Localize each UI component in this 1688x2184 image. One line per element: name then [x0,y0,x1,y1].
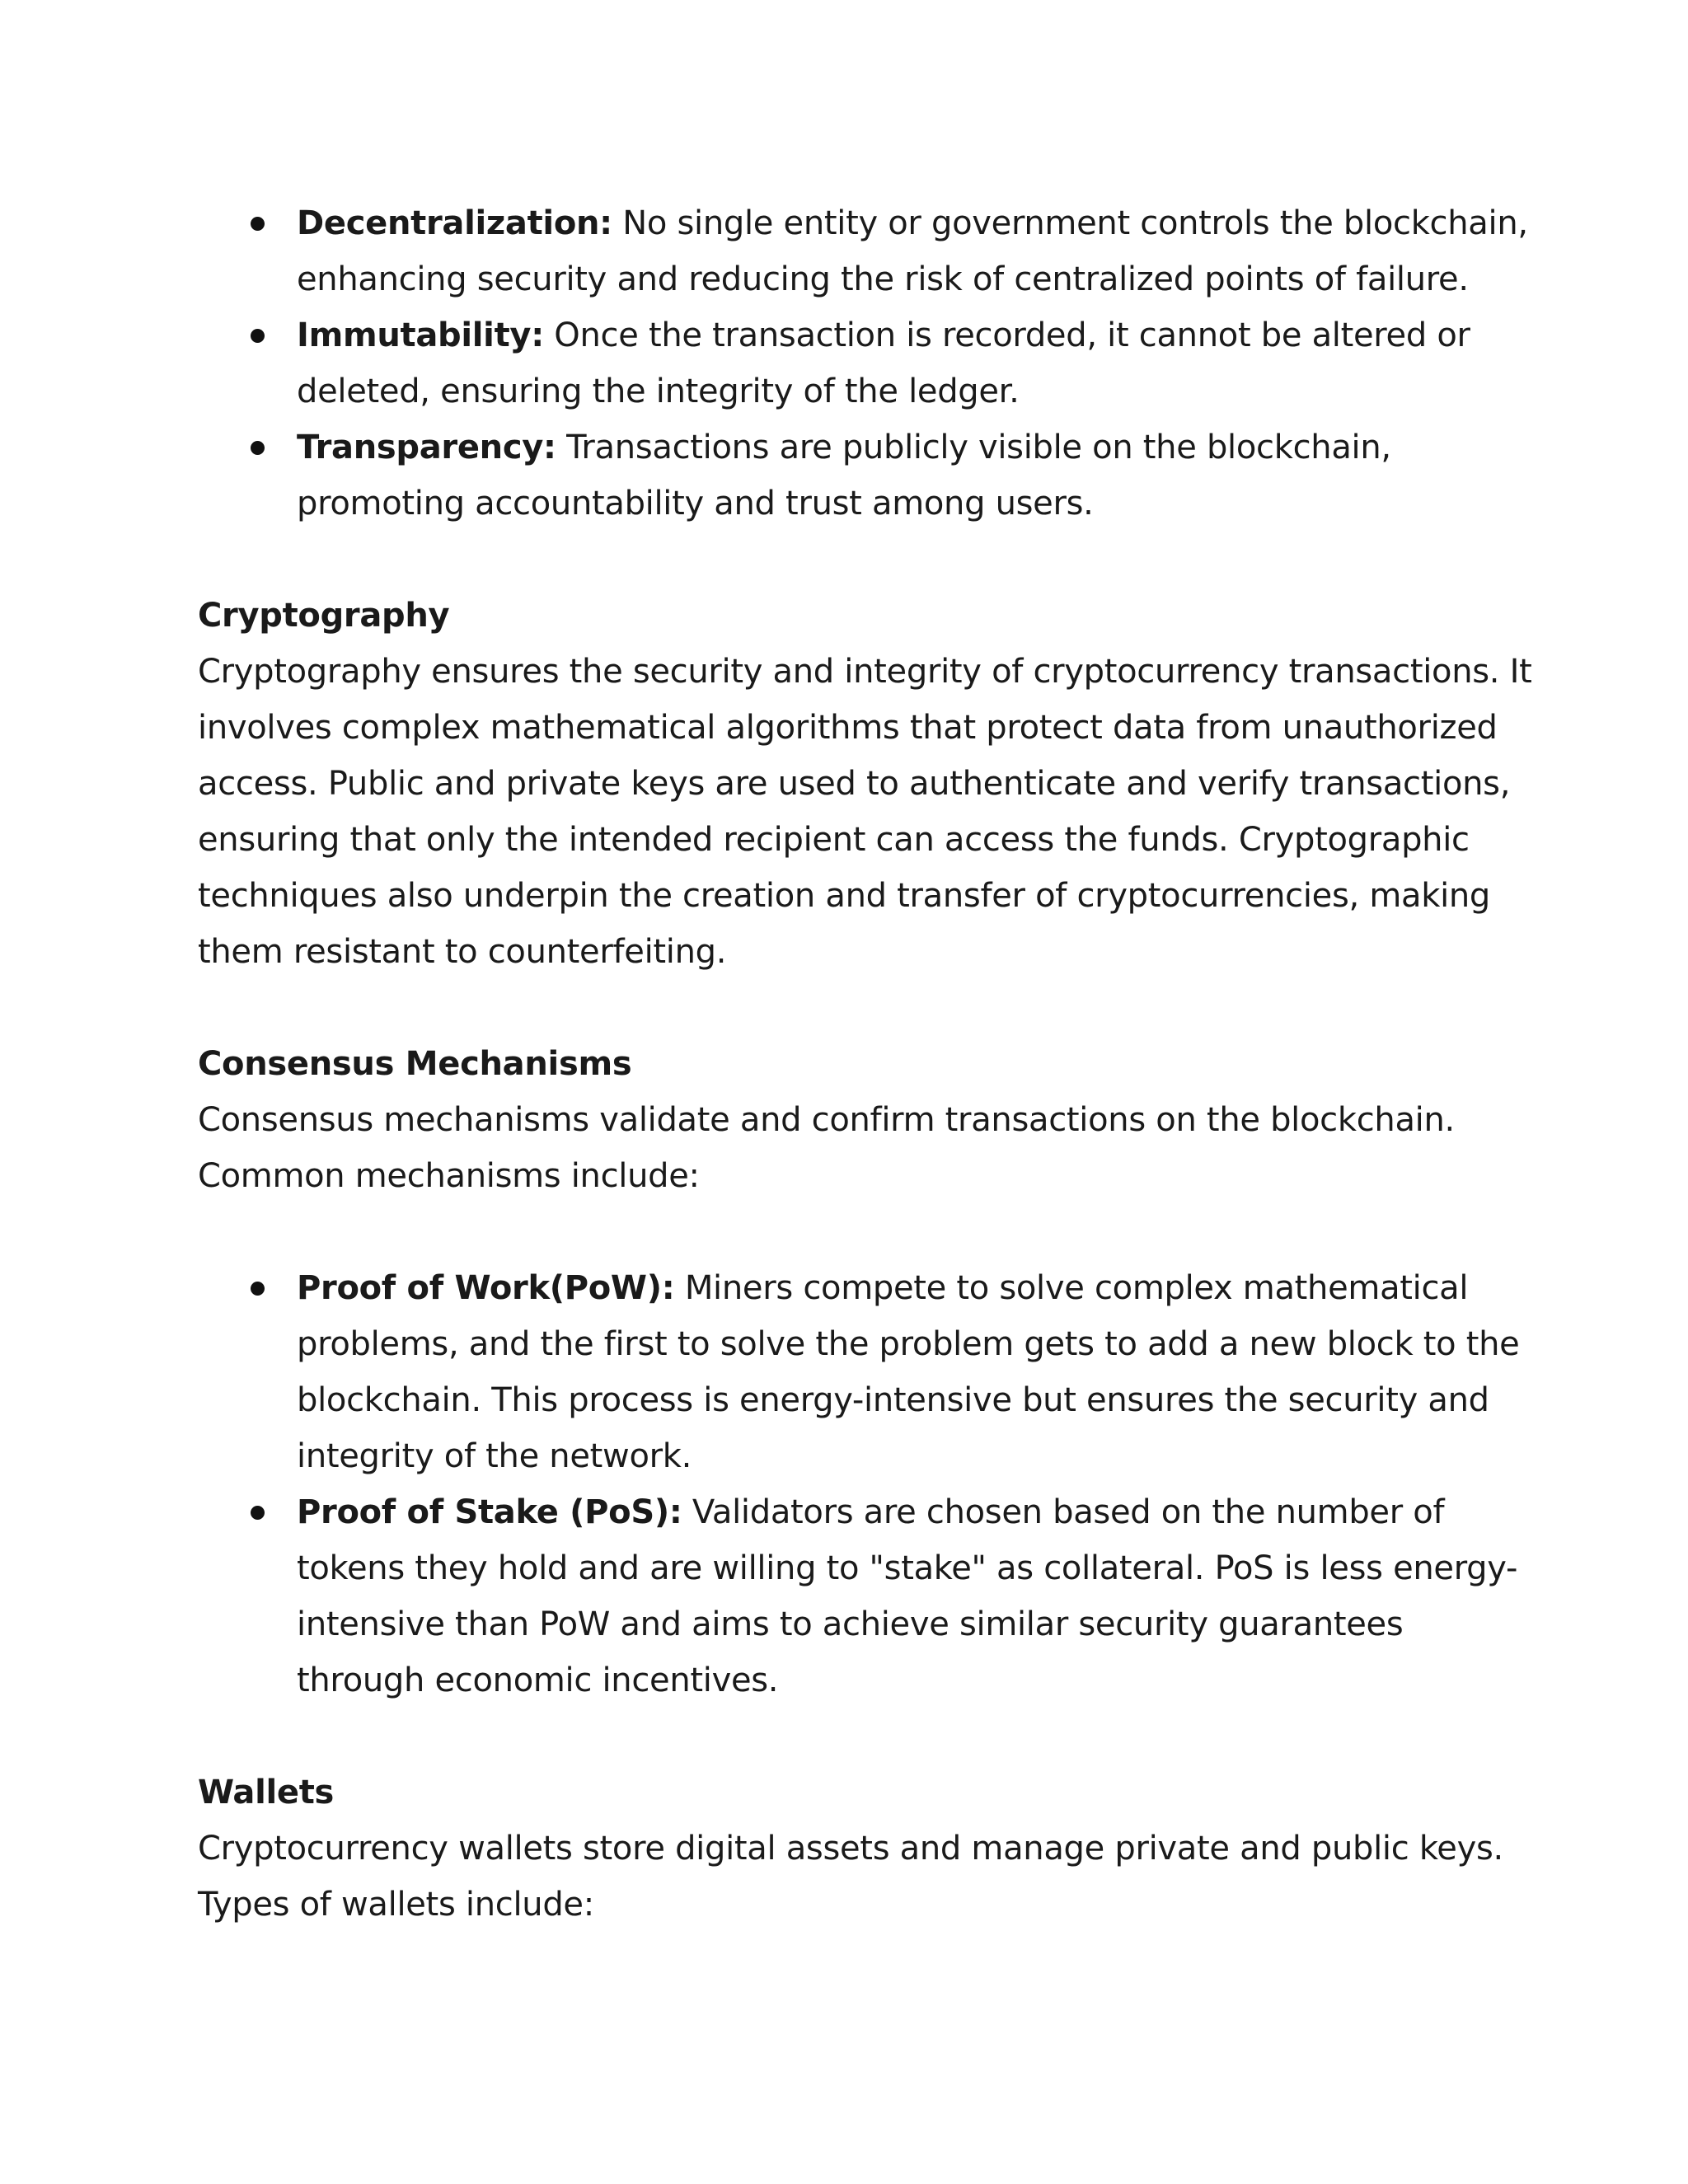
list-item [198,307,1533,419]
list-item [198,1484,1533,1708]
bullet-text: Miners compete to solve complex mathematical problems, and the first to solve the problem gets to add a new block to the blockchain. This process is energy-intensive but ensures the security and integrity of the network. [297,1269,1520,1475]
cryptography-heading: Cryptography [198,597,450,635]
spacer [198,1708,1533,1765]
list-item [198,419,1533,532]
consensus-paragraph: Consensus mechanisms validate and confirm transactions on the blockchain. Common mechanisms include: [198,1101,1455,1195]
bullet-term: Immutability: [297,316,544,354]
list-item [198,1260,1533,1484]
bullet-text: Once the transaction is recorded, it cannot be altered or deleted, ensuring the integrity of the ledger. [297,316,1470,410]
bullet-text: Transactions are publicly visible on the blockchain, promoting accountability and trust among users. [297,429,1391,523]
bullet-term: Decentralization: [297,204,612,242]
wallets-heading: Wallets [198,1774,335,1811]
spacer [198,532,1533,588]
consensus-heading: Consensus Mechanisms [198,1045,632,1083]
bullet-icon [251,1506,265,1520]
consensus-bullet-list [198,1260,1533,1708]
spacer [198,1204,1533,1260]
bullet-icon [251,217,265,231]
bullet-term: Transparency: [297,429,556,466]
intro-bullet-list [198,195,1533,532]
wallets-paragraph: Cryptocurrency wallets store digital assets and manage private and public keys. Types of wallets include: [198,1830,1503,1924]
bullet-term: Proof of Work(PoW): [297,1269,675,1307]
bullet-term: Proof of Stake (PoS): [297,1493,682,1531]
cryptography-paragraph: Cryptography ensures the security and integrity of cryptocurrency transactions. It involves complex mathematical algorithms that protect data from unauthorized access. Public and private keys are used to authenticate and verify transactions, ensuring that only the intended recipient can access the funds. Cryptographic techniques also underpin the creation and transfer of cryptocurrencies, making them resistant to counterfeiting. [198,653,1532,971]
cryptography-section [198,588,1533,980]
document-page [198,195,1533,1933]
spacer [198,980,1533,1036]
wallets-section [198,1765,1533,1933]
bullet-icon [251,441,265,455]
bullet-icon [251,329,265,343]
consensus-section [198,1036,1533,1708]
bullet-text: Validators are chosen based on the number of tokens they hold and are willing to "stake" as collateral. PoS is less energy-intensive than PoW and aims to achieve similar security guarantees through economic incentives. [297,1493,1518,1699]
list-item [198,195,1533,307]
bullet-text: No single entity or government controls the blockchain, enhancing security and reducing the risk of centralized points of failure. [297,204,1528,298]
bullet-icon [251,1282,265,1296]
